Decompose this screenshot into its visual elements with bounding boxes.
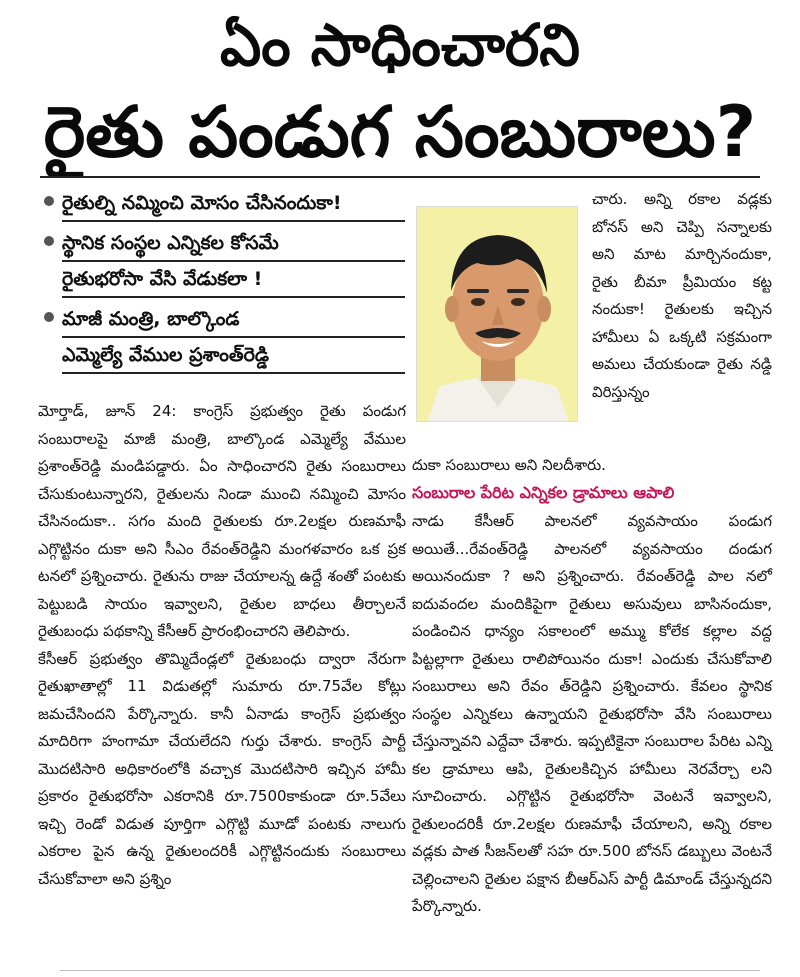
highlight-item: [40, 302, 405, 374]
headline-line-1: ఏం సాధించారని: [219, 11, 581, 79]
highlights-box: [40, 186, 405, 378]
article-paragraph: మోర్తాడ్, జూన్ 24: కాంగ్రెస్ ప్రభుత్వం రైతు పండుగ సంబురాలపై మాజీ మంత్రి, బాల్కొండ ఎమ్మెల్యే వేముల ప్రశాంత్‌రెడ్డి మండిపడ్డారు. ఏం సాధించారని రైతు సంబురాలు చేసుకుంటున్నారని, రైతులను నిండా ముంచి నమ్మించి మోసం చేసినందుకా.. సగం మంది రైతులకు రూ.2లక్షల రుణమాఫీ ఎగ్గొట్టినం దుకా అని సీఎం రేవంత్‌రెడ్డిని మంగళవారం ఒక ప్రక టనలో ప్రశ్నించారు. రైతును రాజు చేయాలన్న ఉద్దే శంతో పంటకు పెట్టుబడి సాయం ఇవ్వాలని, రైతుల బాధలు తీర్చాలనే రైతుబంధు పథకాన్ని కేసీఆర్ ప్రారంభించారని తెలిపారు.: [38, 402, 406, 640]
headline-divider: [40, 176, 760, 178]
article-paragraph: కేసీఆర్ ప్రభుత్వం తొమ్మిదేండ్లలో రైతుబంధు ద్వారా నేరుగా రైతుఖాతాల్లో 11 విడుతల్లో సుమారు రూ.75వేల కోట్లు జమచేసిందని పేర్కొన్నారు. కానీ ఏనాడు కాంగ్రెస్ ప్రభుత్వం మాదిరిగా హంగామా చేయలేదని గుర్తు చేశారు. కాంగ్రెస్ పార్టీ మొదటిసారి అధికారంలోకి వచ్చాక మొదటిసారి ఇచ్చిన హామీ ప్రకారం రైతుభరోసా ఎకరానికి రూ.7500కాకుండా రూ.5వేలు ఇచ్చి రెండో విడుత పూర్తిగా ఎగ్గొట్టి మూడో పంటకు నాలుగు ఎకరాల పైన ఉన్న రైతులందరికీ ఎగ్గొట్టినందుకు సంబురాలు చేసుకోవాలా అని ప్రశ్నిం: [38, 649, 406, 888]
headline-line-2: రైతు పండుగ సంబురాలు?: [43, 91, 757, 173]
article-column-photo-side: [592, 186, 772, 406]
article-column-right-top: [412, 452, 772, 480]
article-paragraph: చారు. అన్ని రకాల వడ్లకు బోనస్ అని చెప్పి సన్నాలకు అని మాట మార్చినందుకా, రైతు బీమా ప్రీమియం కట్ట నందుకా! రైతులకు ఇచ్చిన హామీలు ఏ ఒక్కటి సక్రమంగా అమలు చేయకుండా రైతు నడ్డి విరిస్తున్నం: [592, 190, 772, 401]
highlight-line: మాజీ మంత్రి, బాల్కొండ: [62, 302, 405, 338]
article-column-left: [38, 398, 406, 893]
person-portrait-icon: [417, 207, 578, 422]
highlight-line: రైతుల్ని నమ్మించి మోసం చేసినందుకా!: [62, 186, 405, 222]
highlight-item: [40, 226, 405, 298]
highlight-line: ఎమ్మెల్యే వేముల ప్రశాంత్‌రెడ్డి: [62, 338, 405, 374]
highlight-line: రైతుభరోసా వేసి వేడుకలా !: [62, 262, 405, 298]
highlight-line: స్థానిక సంస్థల ఎన్నికల కోసమే: [62, 226, 405, 262]
article-subheading: సంబురాల పేరిట ఎన్నికల డ్రామాలు ఆపాలి: [412, 483, 675, 502]
article-column-right: [412, 508, 772, 921]
highlight-item: [40, 186, 405, 222]
article-paragraph: దుకా సంబురాలు అని నిలదీశారు.: [412, 456, 606, 474]
bottom-divider: [60, 970, 760, 971]
article-paragraph: నాడు కేసీఆర్ పాలనలో వ్యవసాయం పండుగ అయితే...రేవంత్‌రెడ్డి పాలనలో వ్యవసాయం దండుగ అయినందుకా ? అని ప్రశ్నించారు. రేవంత్‌రెడ్డి పాల నలో ఐదువందల మందికిపైగా రైతులు అసువులు బాసినందుకా, పండించిన ధాన్యం సకాలంలో అమ్ము కోలేక కల్లాల వద్ద పిట్టల్లాగా రైతులు రాలిపోయినం దుకా! ఎందుకు చేసుకోవాలి సంబురాలు అని రేవం త్‌రెడ్డిని ప్రశ్నించారు. కేవలం స్థానిక సంస్థల ఎన్నికలు ఉన్నాయని రైతుభరోసా వేసి సంబురాలు చేస్తున్నావని ఎద్దేవా చేశారు. ఇప్పటికైనా సంబురాల పేరిట ఎన్ని కల డ్రామాలు ఆపి, రైతులకిచ్చిన హామీలు నెరవేర్చా లని సూచించారు. ఎగ్గొట్టిన రైతుభరోసా వెంటనే ఇవ్వాలని, రైతులందరికీ రూ.2లక్షల రుణమాఫీ చేయాలని, అన్ని రకాల వడ్లకు పాత సీజన్‌లతో సహ రూ.500 బోనస్ డబ్బులు వెంటనే చెల్లించాలని రైతుల పక్షాన బీఆర్ఎస్ పార్టీ డిమాండ్ చేస్తున్నదని పేర్కొన్నారు.: [412, 512, 772, 915]
portrait-photo: [416, 206, 578, 422]
